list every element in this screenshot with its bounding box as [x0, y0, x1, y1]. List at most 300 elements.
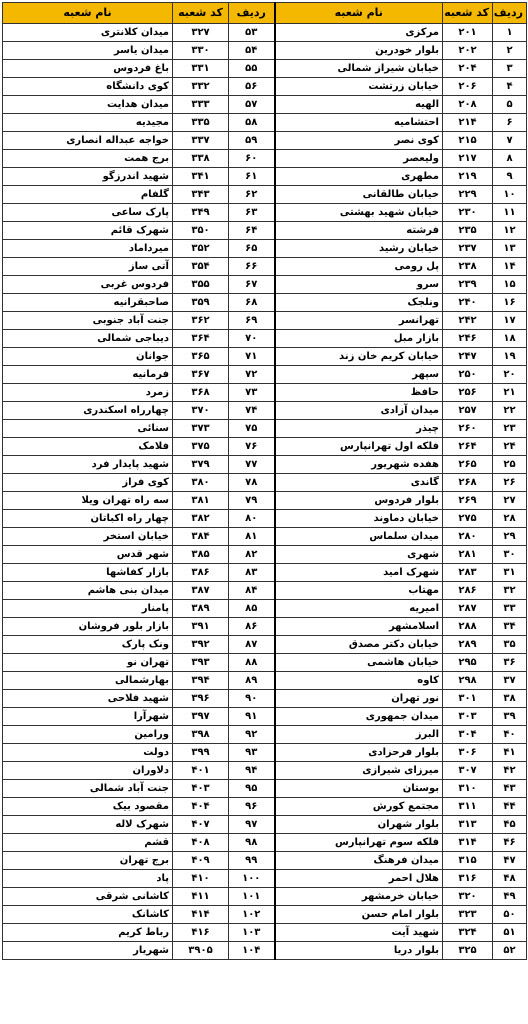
branch-code-cell: ۳۸۴	[173, 528, 229, 546]
branch-name-cell: میدان هدایت	[3, 96, 173, 114]
branch-code-cell: ۳۷۰	[173, 402, 229, 420]
row-number-cell: ۹۶	[229, 798, 275, 816]
branch-name-cell: ولیعصر	[275, 150, 443, 168]
branch-name-cell: کوی نصر	[275, 132, 443, 150]
row-number-cell: ۵۱	[493, 924, 527, 942]
branch-name-cell: دولت	[3, 744, 173, 762]
branch-name-cell: کوی دانشگاه	[3, 78, 173, 96]
row-number-cell: ۳۹	[493, 708, 527, 726]
row-number-cell: ۶	[493, 114, 527, 132]
branch-name-cell: بازار مبل	[275, 330, 443, 348]
branch-code-cell: ۲۱۷	[443, 150, 493, 168]
branch-code-cell: ۳۶۵	[173, 348, 229, 366]
branch-code-cell: ۳۵۵	[173, 276, 229, 294]
branch-name-cell: بازار بلور فروشان	[3, 618, 173, 636]
table-row	[3, 420, 527, 438]
table-row	[3, 258, 527, 276]
branch-name-cell: برج تهران	[3, 852, 173, 870]
branch-code-cell: ۳۲۳	[443, 906, 493, 924]
branch-code-cell: ۴۱۴	[173, 906, 229, 924]
branch-name-cell: گاندی	[275, 474, 443, 492]
branch-code-cell: ۲۸۰	[443, 528, 493, 546]
branch-name-cell: بازار کفاشها	[3, 564, 173, 582]
branch-name-cell: زمرد	[3, 384, 173, 402]
branch-name-cell: میدان فرهنگ	[275, 852, 443, 870]
table-row	[3, 330, 527, 348]
table-row	[3, 816, 527, 834]
row-number-cell: ۶۰	[229, 150, 275, 168]
branch-name-cell: مجتمع کورش	[275, 798, 443, 816]
table-row	[3, 186, 527, 204]
branch-name-cell: بلوار فرحزادی	[275, 744, 443, 762]
row-number-cell: ۹۷	[229, 816, 275, 834]
row-number-cell: ۵۰	[493, 906, 527, 924]
row-number-cell: ۷۷	[229, 456, 275, 474]
row-number-cell: ۷۰	[229, 330, 275, 348]
branch-code-cell: ۳۶۷	[173, 366, 229, 384]
table-row	[3, 798, 527, 816]
row-number-cell: ۱۰	[493, 186, 527, 204]
row-number-cell: ۲۴	[493, 438, 527, 456]
table-row	[3, 564, 527, 582]
branch-code-cell: ۳۱۰	[443, 780, 493, 798]
branch-code-cell: ۳۷۹	[173, 456, 229, 474]
table-row	[3, 96, 527, 114]
row-number-cell: ۲۹	[493, 528, 527, 546]
branch-name-cell: بلوار دریا	[275, 942, 443, 960]
row-number-cell: ۷۴	[229, 402, 275, 420]
row-number-cell: ۷۹	[229, 492, 275, 510]
branch-name-cell: ونلجک	[275, 294, 443, 312]
row-number-cell: ۷۳	[229, 384, 275, 402]
row-number-cell: ۸۷	[229, 636, 275, 654]
table-row	[3, 312, 527, 330]
table-row	[3, 672, 527, 690]
row-number-cell: ۱۰۲	[229, 906, 275, 924]
row-number-cell: ۳۶	[493, 654, 527, 672]
row-number-cell: ۸۴	[229, 582, 275, 600]
branch-code-cell: ۳۹۹	[173, 744, 229, 762]
branch-code-cell: ۲۰۶	[443, 78, 493, 96]
branch-code-cell: ۳۳۱	[173, 60, 229, 78]
branch-code-cell: ۲۲۹	[443, 186, 493, 204]
branch-code-cell: ۳۴۹	[173, 204, 229, 222]
branch-code-cell: ۳۰۴	[443, 726, 493, 744]
branch-code-cell: ۳۰۳	[443, 708, 493, 726]
branch-code-cell: ۳۹۴	[173, 672, 229, 690]
table-row	[3, 744, 527, 762]
branch-code-cell: ۳۵۲	[173, 240, 229, 258]
branch-code-cell: ۲۰۱	[443, 24, 493, 42]
table-header-row	[3, 3, 527, 24]
table-row	[3, 690, 527, 708]
table-row	[3, 456, 527, 474]
row-number-cell: ۸۶	[229, 618, 275, 636]
row-number-cell: ۲۶	[493, 474, 527, 492]
branch-name-cell: تهران نو	[3, 654, 173, 672]
branch-code-cell: ۲۸۱	[443, 546, 493, 564]
branch-name-cell: مجیدیه	[3, 114, 173, 132]
branch-code-cell: ۲۶۵	[443, 456, 493, 474]
row-number-cell: ۴۳	[493, 780, 527, 798]
branch-code-cell: ۴۰۴	[173, 798, 229, 816]
branch-code-cell: ۲۵۶	[443, 384, 493, 402]
branch-name-cell: فلامک	[3, 438, 173, 456]
branch-name-cell: احتشامیه	[275, 114, 443, 132]
branch-name-cell: شهرک لاله	[3, 816, 173, 834]
branch-name-cell: امیریه	[275, 600, 443, 618]
table-row	[3, 276, 527, 294]
header-code: کد شعبه	[443, 3, 493, 24]
branch-code-cell: ۳۶۲	[173, 312, 229, 330]
row-number-cell: ۵	[493, 96, 527, 114]
branch-name-cell: شهید پایدار فرد	[3, 456, 173, 474]
table-row	[3, 708, 527, 726]
branch-name-cell: باغ فردوس	[3, 60, 173, 78]
row-number-cell: ۲۱	[493, 384, 527, 402]
table-row	[3, 762, 527, 780]
branch-name-cell: شهرک امید	[275, 564, 443, 582]
branch-code-cell: ۳۵۴	[173, 258, 229, 276]
branch-code-cell: ۳۲۵	[443, 942, 493, 960]
branch-code-cell: ۴۱۶	[173, 924, 229, 942]
row-number-cell: ۶۳	[229, 204, 275, 222]
branch-name-cell: الهیه	[275, 96, 443, 114]
row-number-cell: ۳۳	[493, 600, 527, 618]
row-number-cell: ۷۲	[229, 366, 275, 384]
row-number-cell: ۷۵	[229, 420, 275, 438]
row-number-cell: ۹۰	[229, 690, 275, 708]
branch-code-cell: ۳۳۳	[173, 96, 229, 114]
branch-code-cell: ۳۹۰۵	[173, 942, 229, 960]
table-row	[3, 492, 527, 510]
branch-name-cell: فلکه سوم تهرانپارس	[275, 834, 443, 852]
row-number-cell: ۶۷	[229, 276, 275, 294]
branch-code-cell: ۲۵۷	[443, 402, 493, 420]
branch-name-cell: بهارشمالی	[3, 672, 173, 690]
row-number-cell: ۹۱	[229, 708, 275, 726]
branch-code-cell: ۳۳۰	[173, 42, 229, 60]
branch-name-cell: قشم	[3, 834, 173, 852]
row-number-cell: ۱۵	[493, 276, 527, 294]
row-number-cell: ۸	[493, 150, 527, 168]
branch-name-cell: فرمانیه	[3, 366, 173, 384]
branch-name-cell: خیابان کریم خان زند	[275, 348, 443, 366]
table-row	[3, 24, 527, 42]
branch-code-cell: ۲۸۶	[443, 582, 493, 600]
branch-name-cell: جنت آباد جنوبی	[3, 312, 173, 330]
branch-name-cell: حافظ	[275, 384, 443, 402]
branch-name-cell: چیذر	[275, 420, 443, 438]
branch-code-cell: ۳۴۳	[173, 186, 229, 204]
branch-code-cell: ۳۳۷	[173, 132, 229, 150]
branch-table-container	[2, 2, 526, 1022]
branch-name-cell: پاد	[3, 870, 173, 888]
row-number-cell: ۲۷	[493, 492, 527, 510]
branch-code-cell: ۲۴۷	[443, 348, 493, 366]
table-row	[3, 726, 527, 744]
row-number-cell: ۲	[493, 42, 527, 60]
branch-code-cell: ۳۸۵	[173, 546, 229, 564]
branch-name-cell: میدان بنی هاشم	[3, 582, 173, 600]
row-number-cell: ۱	[493, 24, 527, 42]
row-number-cell: ۹	[493, 168, 527, 186]
row-number-cell: ۴۶	[493, 834, 527, 852]
row-number-cell: ۸۱	[229, 528, 275, 546]
row-number-cell: ۹۴	[229, 762, 275, 780]
row-number-cell: ۹۳	[229, 744, 275, 762]
branch-name-cell: پارک ساعی	[3, 204, 173, 222]
branch-code-cell: ۲۳۰	[443, 204, 493, 222]
row-number-cell: ۴۹	[493, 888, 527, 906]
branch-name-cell: سپهر	[275, 366, 443, 384]
branch-code-cell: ۳۱۵	[443, 852, 493, 870]
table-row	[3, 132, 527, 150]
branch-name-cell: هلال احمر	[275, 870, 443, 888]
row-number-cell: ۷	[493, 132, 527, 150]
branch-code-cell: ۳۹۸	[173, 726, 229, 744]
row-number-cell: ۱۸	[493, 330, 527, 348]
branch-name-cell: برج همت	[3, 150, 173, 168]
branch-name-cell: خیابان زرتشت	[275, 78, 443, 96]
header-radif: ردیف	[493, 3, 527, 24]
branch-name-cell: میرزای شیرازی	[275, 762, 443, 780]
branch-code-cell: ۲۳۸	[443, 258, 493, 276]
branch-name-cell: فلکه اول تهرانپارس	[275, 438, 443, 456]
branch-name-cell: شهید فلاحی	[3, 690, 173, 708]
table-row	[3, 222, 527, 240]
branch-name-cell: مقصود بیک	[3, 798, 173, 816]
row-number-cell: ۹۲	[229, 726, 275, 744]
row-number-cell: ۸۵	[229, 600, 275, 618]
branch-name-cell: میدان یاسر	[3, 42, 173, 60]
table-row	[3, 474, 527, 492]
branch-code-cell: ۴۰۱	[173, 762, 229, 780]
row-number-cell: ۲۵	[493, 456, 527, 474]
branch-code-cell: ۳۶۴	[173, 330, 229, 348]
branch-name-cell: شهرک قائم	[3, 222, 173, 240]
row-number-cell: ۴۵	[493, 816, 527, 834]
branch-name-cell: خیابان هاشمی	[275, 654, 443, 672]
branch-name-cell: خیابان استخر	[3, 528, 173, 546]
branch-name-cell: چهارراه اسکندری	[3, 402, 173, 420]
branch-code-cell: ۳۸۷	[173, 582, 229, 600]
branch-code-cell: ۲۸۷	[443, 600, 493, 618]
row-number-cell: ۱۴	[493, 258, 527, 276]
row-number-cell: ۷۸	[229, 474, 275, 492]
branch-code-cell: ۳۱۶	[443, 870, 493, 888]
branch-name-cell: اسلامشهر	[275, 618, 443, 636]
branch-name-cell: خیابان دکتر مصدق	[275, 636, 443, 654]
branch-code-cell: ۳۸۱	[173, 492, 229, 510]
row-number-cell: ۴۱	[493, 744, 527, 762]
branch-code-cell: ۳۴۱	[173, 168, 229, 186]
row-number-cell: ۶۵	[229, 240, 275, 258]
branch-code-cell: ۳۳۸	[173, 150, 229, 168]
branch-name-cell: خیابان رشید	[275, 240, 443, 258]
branch-code-cell: ۲۳۷	[443, 240, 493, 258]
branch-code-cell: ۲۱۵	[443, 132, 493, 150]
row-number-cell: ۱۲	[493, 222, 527, 240]
branch-code-cell: ۲۰۴	[443, 60, 493, 78]
branch-code-cell: ۳۲۰	[443, 888, 493, 906]
row-number-cell: ۱۱	[493, 204, 527, 222]
table-row	[3, 834, 527, 852]
row-number-cell: ۱۹	[493, 348, 527, 366]
branch-code-cell: ۳۲۴	[443, 924, 493, 942]
branch-code-cell: ۳۱۳	[443, 816, 493, 834]
table-row	[3, 60, 527, 78]
table-row	[3, 942, 527, 960]
row-number-cell: ۶۴	[229, 222, 275, 240]
row-number-cell: ۴۷	[493, 852, 527, 870]
branch-code-cell: ۲۸۸	[443, 618, 493, 636]
row-number-cell: ۳۷	[493, 672, 527, 690]
row-number-cell: ۴۰	[493, 726, 527, 744]
branch-name-cell: گلفام	[3, 186, 173, 204]
branch-name-cell: خیابان خرمشهر	[275, 888, 443, 906]
table-row	[3, 384, 527, 402]
branch-name-cell: میدان سلماس	[275, 528, 443, 546]
row-number-cell: ۱۷	[493, 312, 527, 330]
row-number-cell: ۱۰۰	[229, 870, 275, 888]
row-number-cell: ۷۱	[229, 348, 275, 366]
branch-table	[2, 2, 527, 960]
row-number-cell: ۳۸	[493, 690, 527, 708]
branch-code-cell: ۴۰۷	[173, 816, 229, 834]
branch-name-cell: مهتاب	[275, 582, 443, 600]
row-number-cell: ۵۴	[229, 42, 275, 60]
table-row	[3, 924, 527, 942]
branch-code-cell: ۳۰۶	[443, 744, 493, 762]
branch-code-cell: ۳۵۰	[173, 222, 229, 240]
branch-name-cell: صاحبقرانیه	[3, 294, 173, 312]
branch-code-cell: ۳۳۵	[173, 114, 229, 132]
table-row	[3, 240, 527, 258]
branch-code-cell: ۳۱۴	[443, 834, 493, 852]
table-row	[3, 888, 527, 906]
branch-code-cell: ۲۴۶	[443, 330, 493, 348]
row-number-cell: ۹۵	[229, 780, 275, 798]
header-name: نام شعبه	[3, 3, 173, 24]
branch-code-cell: ۲۰۲	[443, 42, 493, 60]
branch-code-cell: ۲۴۲	[443, 312, 493, 330]
branch-name-cell: شهر قدس	[3, 546, 173, 564]
row-number-cell: ۷۶	[229, 438, 275, 456]
branch-name-cell: شهید آیت	[275, 924, 443, 942]
table-row	[3, 618, 527, 636]
row-number-cell: ۵۳	[229, 24, 275, 42]
header-code: کد شعبه	[173, 3, 229, 24]
table-row	[3, 78, 527, 96]
branch-name-cell: خیابان دماوند	[275, 510, 443, 528]
branch-code-cell: ۲۹۵	[443, 654, 493, 672]
branch-name-cell: میرداماد	[3, 240, 173, 258]
table-row	[3, 510, 527, 528]
branch-name-cell: کاشانی شرقی	[3, 888, 173, 906]
row-number-cell: ۳۵	[493, 636, 527, 654]
row-number-cell: ۳۱	[493, 564, 527, 582]
branch-name-cell: جنت آباد شمالی	[3, 780, 173, 798]
branch-name-cell: ورامین	[3, 726, 173, 744]
table-row	[3, 150, 527, 168]
row-number-cell: ۸۸	[229, 654, 275, 672]
branch-code-cell: ۲۴۰	[443, 294, 493, 312]
row-number-cell: ۴	[493, 78, 527, 96]
row-number-cell: ۸۳	[229, 564, 275, 582]
branch-name-cell: شهید اندرزگو	[3, 168, 173, 186]
branch-name-cell: بلوار خودرین	[275, 42, 443, 60]
row-number-cell: ۵۷	[229, 96, 275, 114]
branch-code-cell: ۳۷۵	[173, 438, 229, 456]
branch-name-cell: آتی ساز	[3, 258, 173, 276]
table-row	[3, 204, 527, 222]
branch-code-cell: ۲۵۰	[443, 366, 493, 384]
branch-name-cell: پل رومی	[275, 258, 443, 276]
branch-code-cell: ۴۰۳	[173, 780, 229, 798]
branch-code-cell: ۳۰۱	[443, 690, 493, 708]
branch-code-cell: ۲۰۸	[443, 96, 493, 114]
header-radif: ردیف	[229, 3, 275, 24]
row-number-cell: ۳۴	[493, 618, 527, 636]
branch-code-cell: ۳۸۰	[173, 474, 229, 492]
branch-name-cell: خواجه عبداله انصاری	[3, 132, 173, 150]
branch-name-cell: خیابان شیراز شمالی	[275, 60, 443, 78]
row-number-cell: ۲۸	[493, 510, 527, 528]
table-row	[3, 906, 527, 924]
branch-name-cell: جوانان	[3, 348, 173, 366]
branch-code-cell: ۳۲۷	[173, 24, 229, 42]
branch-name-cell: رباط کریم	[3, 924, 173, 942]
table-row	[3, 438, 527, 456]
branch-name-cell: دیباجی شمالی	[3, 330, 173, 348]
branch-name-cell: سرو	[275, 276, 443, 294]
row-number-cell: ۶۹	[229, 312, 275, 330]
table-row	[3, 870, 527, 888]
branch-code-cell: ۳۹۶	[173, 690, 229, 708]
branch-name-cell: میدان آزادی	[275, 402, 443, 420]
row-number-cell: ۹۸	[229, 834, 275, 852]
branch-code-cell: ۲۶۸	[443, 474, 493, 492]
row-number-cell: ۸۲	[229, 546, 275, 564]
row-number-cell: ۶۱	[229, 168, 275, 186]
branch-code-cell: ۲۶۴	[443, 438, 493, 456]
branch-code-cell: ۴۰۸	[173, 834, 229, 852]
row-number-cell: ۶۲	[229, 186, 275, 204]
branch-code-cell: ۳۹۳	[173, 654, 229, 672]
row-number-cell: ۵۸	[229, 114, 275, 132]
table-row	[3, 168, 527, 186]
row-number-cell: ۶۶	[229, 258, 275, 276]
branch-name-cell: میدان جمهوری	[275, 708, 443, 726]
branch-name-cell: کاشانک	[3, 906, 173, 924]
row-number-cell: ۴۸	[493, 870, 527, 888]
branch-code-cell: ۳۳۲	[173, 78, 229, 96]
row-number-cell: ۵۵	[229, 60, 275, 78]
branch-name-cell: تهرانسر	[275, 312, 443, 330]
row-number-cell: ۲۲	[493, 402, 527, 420]
branch-name-cell: بوستان	[275, 780, 443, 798]
table-row	[3, 582, 527, 600]
row-number-cell: ۶۸	[229, 294, 275, 312]
branch-name-cell: مرکزی	[275, 24, 443, 42]
branch-name-cell: دلاوران	[3, 762, 173, 780]
branch-name-cell: فردوس غربی	[3, 276, 173, 294]
table-row	[3, 780, 527, 798]
branch-code-cell: ۴۱۰	[173, 870, 229, 888]
branch-name-cell: بلوار شهران	[275, 816, 443, 834]
branch-code-cell: ۲۱۹	[443, 168, 493, 186]
